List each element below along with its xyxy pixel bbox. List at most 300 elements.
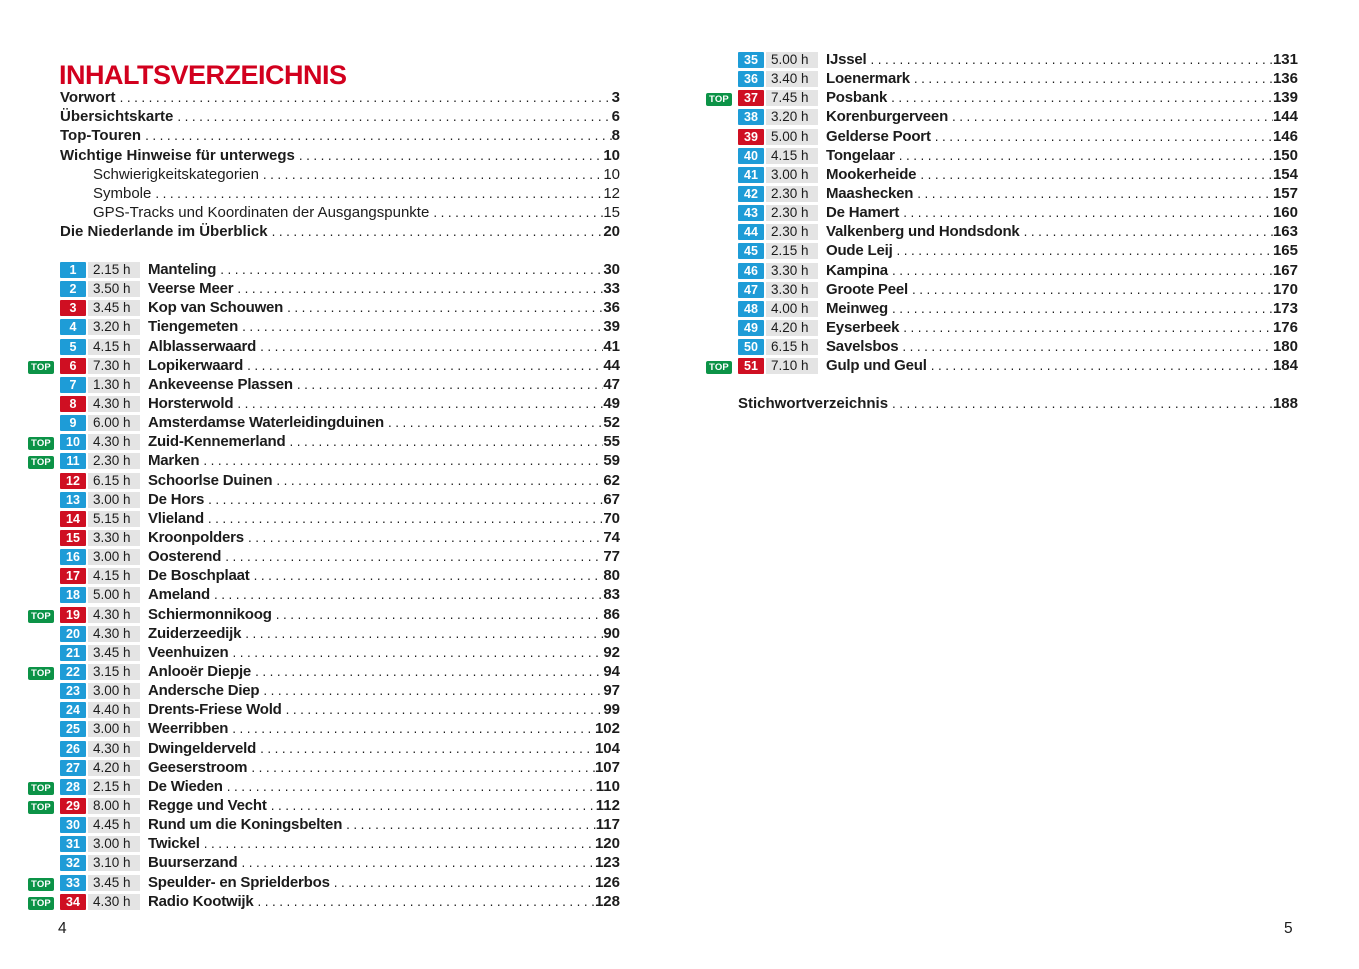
tour-duration: 3.45 h bbox=[88, 300, 140, 316]
top-badge: TOP bbox=[706, 361, 732, 374]
dotted-leader bbox=[238, 855, 595, 870]
tour-page-number: 165 bbox=[1272, 242, 1298, 260]
dotted-leader bbox=[268, 224, 604, 239]
tour-duration: 3.00 h bbox=[88, 683, 140, 699]
tour-number-badge: 37 bbox=[738, 90, 764, 106]
toc-tour-row bbox=[28, 663, 620, 682]
tour-title: Kop van Schouwen bbox=[148, 299, 284, 317]
dotted-leader bbox=[282, 702, 604, 717]
dotted-leader bbox=[927, 358, 1273, 373]
tour-page-number: 126 bbox=[594, 873, 620, 891]
tour-duration: 3.00 h bbox=[88, 492, 140, 508]
front-matter-row bbox=[60, 185, 620, 204]
tour-duration: 3.50 h bbox=[88, 281, 140, 297]
tour-duration: 3.45 h bbox=[88, 875, 140, 891]
tour-page-number: 49 bbox=[603, 394, 620, 412]
tour-duration: 4.30 h bbox=[88, 396, 140, 412]
front-matter-label: Top-Touren bbox=[60, 127, 142, 145]
tour-list-right-column bbox=[706, 51, 1298, 376]
tour-title: Alblasserwaard bbox=[148, 337, 257, 355]
tour-page-number: 160 bbox=[1272, 204, 1298, 222]
dotted-leader bbox=[899, 320, 1273, 335]
folio-page-number-left: 4 bbox=[58, 920, 67, 937]
tour-page-number: 136 bbox=[1272, 70, 1298, 88]
tour-title: Zuid-Kennemerland bbox=[148, 433, 286, 451]
dotted-leader bbox=[151, 186, 603, 201]
tour-title: Zuiderzeedijk bbox=[148, 624, 242, 642]
tour-page-number: 99 bbox=[603, 701, 620, 719]
top-badge: TOP bbox=[28, 361, 54, 374]
tour-number-badge: 23 bbox=[60, 683, 86, 699]
dotted-leader bbox=[285, 434, 603, 449]
tour-title: Andersche Diep bbox=[148, 682, 260, 700]
top-badge: TOP bbox=[28, 610, 54, 623]
tour-number-badge: 44 bbox=[738, 224, 764, 240]
tour-duration: 5.00 h bbox=[88, 587, 140, 603]
tour-number-badge: 19 bbox=[60, 607, 86, 623]
front-matter-page-number: 3 bbox=[611, 89, 620, 106]
tour-duration: 6.15 h bbox=[88, 473, 140, 489]
tour-number-badge: 29 bbox=[60, 798, 86, 814]
toc-tour-row bbox=[706, 204, 1298, 223]
front-matter-page-number: 10 bbox=[603, 165, 620, 183]
toc-tour-row bbox=[28, 280, 620, 299]
tour-number-badge: 24 bbox=[60, 702, 86, 718]
toc-tour-row bbox=[28, 376, 620, 395]
dotted-leader bbox=[867, 52, 1273, 67]
toc-tour-row bbox=[28, 586, 620, 605]
tour-title: Schiermonnikoog bbox=[148, 605, 272, 623]
tour-number-badge: 12 bbox=[60, 473, 86, 489]
toc-tour-row bbox=[28, 472, 620, 491]
tour-duration: 2.30 h bbox=[88, 453, 140, 469]
tour-duration: 2.15 h bbox=[766, 243, 818, 259]
dotted-leader bbox=[910, 71, 1273, 86]
tour-duration: 3.20 h bbox=[766, 109, 818, 125]
tour-duration: 7.10 h bbox=[766, 358, 818, 374]
tour-title: Maashecken bbox=[826, 184, 914, 202]
toc-tour-row bbox=[28, 854, 620, 873]
tour-duration: 3.30 h bbox=[766, 282, 818, 298]
front-matter-row bbox=[60, 166, 620, 185]
dotted-leader bbox=[241, 626, 603, 641]
tour-page-number: 102 bbox=[594, 720, 620, 738]
tour-duration: 8.00 h bbox=[88, 798, 140, 814]
toc-tour-row bbox=[706, 128, 1298, 147]
toc-tour-row bbox=[706, 89, 1298, 108]
tour-title: Oosterend bbox=[148, 548, 222, 566]
front-matter-label: Symbole bbox=[93, 184, 152, 202]
toc-tour-row bbox=[28, 261, 620, 280]
tour-number-badge: 3 bbox=[60, 300, 86, 316]
tour-duration: 3.45 h bbox=[88, 645, 140, 661]
tour-page-number: 112 bbox=[595, 796, 620, 814]
tour-number-badge: 16 bbox=[60, 549, 86, 565]
front-matter-row bbox=[60, 108, 620, 127]
tour-number-badge: 1 bbox=[60, 262, 86, 278]
tour-page-number: 39 bbox=[603, 318, 620, 336]
toc-tour-row bbox=[706, 166, 1298, 185]
toc-tour-row bbox=[28, 357, 620, 376]
dotted-leader bbox=[342, 817, 596, 832]
tour-number-badge: 7 bbox=[60, 377, 86, 393]
dotted-leader bbox=[210, 587, 603, 602]
tour-page-number: 52 bbox=[603, 414, 620, 432]
tour-duration: 3.30 h bbox=[766, 263, 818, 279]
toc-tour-row bbox=[28, 625, 620, 644]
dotted-leader bbox=[913, 186, 1273, 201]
toc-tour-row bbox=[28, 567, 620, 586]
folio-page-number-right: 5 bbox=[1284, 920, 1293, 937]
toc-tour-row bbox=[28, 874, 620, 893]
tour-duration: 1.30 h bbox=[88, 377, 140, 393]
dotted-leader bbox=[895, 148, 1273, 163]
tour-number-badge: 14 bbox=[60, 511, 86, 527]
dotted-leader bbox=[888, 263, 1273, 278]
tour-duration: 4.15 h bbox=[88, 568, 140, 584]
tour-number-badge: 36 bbox=[738, 71, 764, 87]
tour-title: Savelsbos bbox=[826, 338, 899, 356]
front-matter-label: Die Niederlande im Überblick bbox=[60, 223, 268, 241]
dotted-leader bbox=[259, 167, 603, 182]
tour-duration: 4.30 h bbox=[88, 434, 140, 450]
toc-tour-row bbox=[706, 357, 1298, 376]
tour-duration: 7.45 h bbox=[766, 90, 818, 106]
top-badge: TOP bbox=[28, 667, 54, 680]
toc-tour-row bbox=[706, 242, 1298, 261]
tour-duration: 4.20 h bbox=[766, 320, 818, 336]
dotted-leader bbox=[173, 109, 611, 124]
front-matter-page-number: 10 bbox=[603, 146, 620, 164]
tour-duration: 3.00 h bbox=[88, 549, 140, 565]
toc-tour-row bbox=[28, 548, 620, 567]
tour-page-number: 86 bbox=[603, 605, 620, 623]
tour-duration: 3.00 h bbox=[88, 836, 140, 852]
dotted-leader bbox=[238, 319, 603, 334]
toc-tour-row bbox=[28, 759, 620, 778]
tour-duration: 4.40 h bbox=[88, 702, 140, 718]
dotted-leader bbox=[293, 377, 603, 392]
tour-duration: 5.00 h bbox=[766, 52, 818, 68]
dotted-leader bbox=[116, 90, 612, 105]
tour-title: Schoorlse Duinen bbox=[148, 471, 273, 489]
tour-number-badge: 50 bbox=[738, 339, 764, 355]
tour-title: De Hamert bbox=[826, 204, 900, 222]
toc-tour-row bbox=[28, 701, 620, 720]
toc-tour-row bbox=[28, 606, 620, 625]
toc-tour-row bbox=[28, 414, 620, 433]
tour-duration: 3.00 h bbox=[88, 721, 140, 737]
top-badge-cell bbox=[28, 663, 60, 680]
tour-page-number: 55 bbox=[603, 433, 620, 451]
tour-duration: 4.15 h bbox=[88, 339, 140, 355]
tour-title: Lopikerwaard bbox=[148, 356, 244, 374]
toc-tour-row bbox=[28, 740, 620, 759]
tour-number-badge: 33 bbox=[60, 875, 86, 891]
top-badge-cell bbox=[706, 89, 738, 106]
dotted-leader bbox=[908, 282, 1273, 297]
tour-page-number: 154 bbox=[1272, 165, 1298, 183]
dotted-leader bbox=[223, 779, 596, 794]
toc-tour-row bbox=[706, 108, 1298, 127]
dotted-leader bbox=[254, 894, 595, 909]
tour-number-badge: 13 bbox=[60, 492, 86, 508]
dotted-leader bbox=[916, 167, 1273, 182]
dotted-leader bbox=[243, 358, 603, 373]
tour-title: Anlooër Diepje bbox=[148, 662, 252, 680]
toc-tour-row bbox=[706, 185, 1298, 204]
tour-title: Mookerheide bbox=[826, 165, 917, 183]
dotted-leader bbox=[272, 607, 604, 622]
toc-tour-row bbox=[28, 299, 620, 318]
tour-page-number: 120 bbox=[594, 835, 620, 853]
tour-number-badge: 9 bbox=[60, 415, 86, 431]
tour-title: Kroonpolders bbox=[148, 528, 244, 546]
tour-page-number: 59 bbox=[603, 452, 620, 470]
tour-duration: 2.30 h bbox=[766, 224, 818, 240]
top-badge: TOP bbox=[28, 878, 54, 891]
front-matter-list bbox=[60, 89, 620, 243]
tour-number-badge: 40 bbox=[738, 148, 764, 164]
tour-title: Tiengemeten bbox=[148, 318, 239, 336]
tour-number-badge: 45 bbox=[738, 243, 764, 259]
tour-duration: 4.30 h bbox=[88, 607, 140, 623]
toc-tour-row bbox=[706, 51, 1298, 70]
tour-page-number: 110 bbox=[595, 777, 620, 795]
dotted-leader bbox=[256, 741, 595, 756]
dotted-leader bbox=[295, 148, 603, 163]
index-entry-row bbox=[738, 395, 1298, 414]
tour-page-number: 144 bbox=[1272, 108, 1298, 126]
tour-title: Korenburgerveen bbox=[826, 108, 949, 126]
dotted-leader bbox=[259, 683, 603, 698]
tour-page-number: 30 bbox=[603, 261, 620, 278]
tour-title: Veenhuizen bbox=[148, 643, 229, 661]
tour-page-number: 170 bbox=[1272, 280, 1298, 298]
tour-number-badge: 43 bbox=[738, 205, 764, 221]
dotted-leader bbox=[899, 205, 1273, 220]
tour-page-number: 33 bbox=[603, 280, 620, 298]
dotted-leader bbox=[233, 281, 603, 296]
toc-tour-row bbox=[706, 223, 1298, 242]
tour-number-badge: 39 bbox=[738, 129, 764, 145]
tour-page-number: 123 bbox=[594, 854, 620, 872]
dotted-leader bbox=[931, 129, 1273, 144]
toc-tour-row bbox=[706, 147, 1298, 166]
tour-title: Dwingelderveld bbox=[148, 739, 257, 757]
dotted-leader bbox=[233, 396, 603, 411]
tour-title: Ameland bbox=[148, 586, 210, 604]
toc-tour-row bbox=[28, 893, 620, 912]
tour-page-number: 47 bbox=[603, 375, 620, 393]
tour-duration: 2.30 h bbox=[766, 186, 818, 202]
tour-page-number: 184 bbox=[1272, 357, 1298, 375]
tour-duration: 4.30 h bbox=[88, 894, 140, 910]
tour-duration: 3.40 h bbox=[766, 71, 818, 87]
tour-duration: 3.20 h bbox=[88, 319, 140, 335]
dotted-leader bbox=[330, 875, 595, 890]
front-matter-page-number: 20 bbox=[603, 223, 620, 241]
tour-page-number: 163 bbox=[1272, 223, 1298, 241]
toc-tour-row bbox=[28, 682, 620, 701]
front-matter-page-number: 8 bbox=[611, 127, 620, 145]
tour-duration: 3.10 h bbox=[88, 855, 140, 871]
dotted-leader bbox=[283, 300, 603, 315]
tour-duration: 4.00 h bbox=[766, 301, 818, 317]
tour-duration: 2.30 h bbox=[766, 205, 818, 221]
dotted-leader bbox=[244, 530, 603, 545]
tour-title: Radio Kootwijk bbox=[148, 892, 254, 910]
toc-tour-row bbox=[28, 644, 620, 663]
dotted-leader bbox=[250, 568, 604, 583]
front-matter-row bbox=[60, 223, 620, 242]
tour-page-number: 83 bbox=[603, 586, 620, 604]
top-badge: TOP bbox=[28, 782, 54, 795]
dotted-leader bbox=[948, 109, 1273, 124]
tour-page-number: 41 bbox=[603, 337, 620, 355]
tour-page-number: 77 bbox=[603, 548, 620, 566]
tour-page-number: 97 bbox=[603, 682, 620, 700]
dotted-leader bbox=[247, 760, 595, 775]
tour-number-badge: 17 bbox=[60, 568, 86, 584]
tour-number-badge: 35 bbox=[738, 52, 764, 68]
tour-page-number: 104 bbox=[594, 739, 620, 757]
tour-duration: 6.15 h bbox=[766, 339, 818, 355]
tour-title: Oude Leij bbox=[826, 242, 893, 260]
front-matter-label: Wichtige Hinweise für unterwegs bbox=[60, 146, 295, 164]
tour-number-badge: 25 bbox=[60, 721, 86, 737]
tour-duration: 2.15 h bbox=[88, 262, 140, 278]
dotted-leader bbox=[228, 721, 595, 736]
dotted-leader bbox=[888, 301, 1273, 316]
tour-number-badge: 28 bbox=[60, 779, 86, 795]
toc-tour-row bbox=[706, 338, 1298, 357]
tour-title: Tongelaar bbox=[826, 146, 895, 164]
tour-duration: 5.00 h bbox=[766, 129, 818, 145]
tour-number-badge: 51 bbox=[738, 358, 764, 374]
dotted-leader bbox=[1020, 224, 1273, 239]
tour-title: Vlieland bbox=[148, 509, 204, 527]
tour-number-badge: 22 bbox=[60, 664, 86, 680]
tour-duration: 4.30 h bbox=[88, 741, 140, 757]
dotted-leader bbox=[256, 339, 603, 354]
front-matter-label: Übersichtskarte bbox=[60, 108, 174, 126]
tour-number-badge: 8 bbox=[60, 396, 86, 412]
tour-duration: 4.15 h bbox=[766, 148, 818, 164]
tour-title: Amsterdamse Waterleidingduinen bbox=[148, 414, 384, 432]
toc-tour-row bbox=[28, 720, 620, 739]
tour-title: Rund um die Koningsbelten bbox=[148, 816, 343, 834]
tour-title: Posbank bbox=[826, 89, 888, 107]
top-badge-cell bbox=[28, 893, 60, 910]
tour-title: Gulp und Geul bbox=[826, 357, 927, 375]
top-badge-cell bbox=[28, 874, 60, 891]
dotted-leader bbox=[200, 836, 595, 851]
dotted-leader bbox=[204, 492, 603, 507]
dotted-leader bbox=[199, 453, 603, 468]
tour-number-badge: 5 bbox=[60, 339, 86, 355]
toc-tour-row bbox=[28, 491, 620, 510]
tour-page-number: 180 bbox=[1272, 338, 1298, 356]
tour-number-badge: 38 bbox=[738, 109, 764, 125]
dotted-leader bbox=[204, 511, 603, 526]
tour-title: Buurserzand bbox=[148, 854, 238, 872]
tour-number-badge: 15 bbox=[60, 530, 86, 546]
toc-tour-row bbox=[28, 816, 620, 835]
dotted-leader bbox=[384, 415, 603, 430]
top-badge-cell bbox=[28, 797, 60, 814]
tour-page-number: 107 bbox=[594, 758, 620, 776]
tour-page-number: 70 bbox=[603, 509, 620, 527]
toc-tour-row bbox=[706, 281, 1298, 300]
tour-duration: 5.15 h bbox=[88, 511, 140, 527]
tour-title: Speulder- en Sprielderbos bbox=[148, 873, 330, 891]
front-matter-row bbox=[60, 89, 620, 108]
tour-page-number: 80 bbox=[603, 567, 620, 585]
tour-page-number: 139 bbox=[1272, 89, 1298, 107]
dotted-leader bbox=[429, 205, 603, 220]
toc-tour-row bbox=[706, 319, 1298, 338]
tour-number-badge: 18 bbox=[60, 587, 86, 603]
toc-tour-row bbox=[706, 300, 1298, 319]
tour-page-number: 117 bbox=[595, 816, 620, 834]
tour-title: Gelderse Poort bbox=[826, 127, 931, 145]
tour-title: Meinweg bbox=[826, 299, 888, 317]
tour-number-badge: 32 bbox=[60, 855, 86, 871]
top-badge-cell bbox=[28, 357, 60, 374]
tour-title: Kampina bbox=[826, 261, 888, 279]
toc-tour-row bbox=[28, 433, 620, 452]
tour-title: Groote Peel bbox=[826, 280, 908, 298]
tour-title: De Boschplaat bbox=[148, 567, 250, 585]
tour-page-number: 176 bbox=[1272, 318, 1298, 336]
tour-title: Marken bbox=[148, 452, 200, 470]
front-matter-page-number: 15 bbox=[603, 204, 620, 222]
front-matter-label: Schwierigkeitskategorien bbox=[93, 165, 259, 183]
index-entry-label: Stichwortverzeichnis bbox=[738, 395, 889, 412]
tour-title: De Wieden bbox=[148, 777, 223, 795]
tour-number-badge: 4 bbox=[60, 319, 86, 335]
top-badge: TOP bbox=[706, 93, 732, 106]
dotted-leader bbox=[893, 243, 1273, 258]
tour-number-badge: 10 bbox=[60, 434, 86, 450]
tour-page-number: 74 bbox=[603, 528, 620, 546]
toc-tour-row bbox=[28, 395, 620, 414]
tour-duration: 7.30 h bbox=[88, 358, 140, 374]
tour-page-number: 146 bbox=[1272, 127, 1298, 145]
tour-duration: 3.30 h bbox=[88, 530, 140, 546]
toc-tour-row bbox=[28, 318, 620, 337]
front-matter-label: GPS-Tracks und Koordinaten der Ausgangspunkte bbox=[93, 204, 430, 222]
tour-title: Veerse Meer bbox=[148, 280, 234, 298]
front-matter-row bbox=[60, 147, 620, 166]
tour-number-badge: 6 bbox=[60, 358, 86, 374]
top-badge: TOP bbox=[28, 801, 54, 814]
tour-number-badge: 41 bbox=[738, 167, 764, 183]
tour-title: Regge und Vecht bbox=[148, 796, 267, 814]
tour-number-badge: 30 bbox=[60, 817, 86, 833]
tour-number-badge: 48 bbox=[738, 301, 764, 317]
tour-title: Drents-Friese Wold bbox=[148, 701, 282, 719]
tour-number-badge: 42 bbox=[738, 186, 764, 202]
dotted-leader bbox=[272, 473, 603, 488]
tour-title: Geeserstroom bbox=[148, 758, 248, 776]
toc-tour-row bbox=[28, 452, 620, 471]
tour-title: Valkenberg und Hondsdonk bbox=[826, 223, 1020, 241]
dotted-leader bbox=[887, 90, 1273, 105]
tour-duration: 2.15 h bbox=[88, 779, 140, 795]
tour-number-badge: 34 bbox=[60, 894, 86, 910]
